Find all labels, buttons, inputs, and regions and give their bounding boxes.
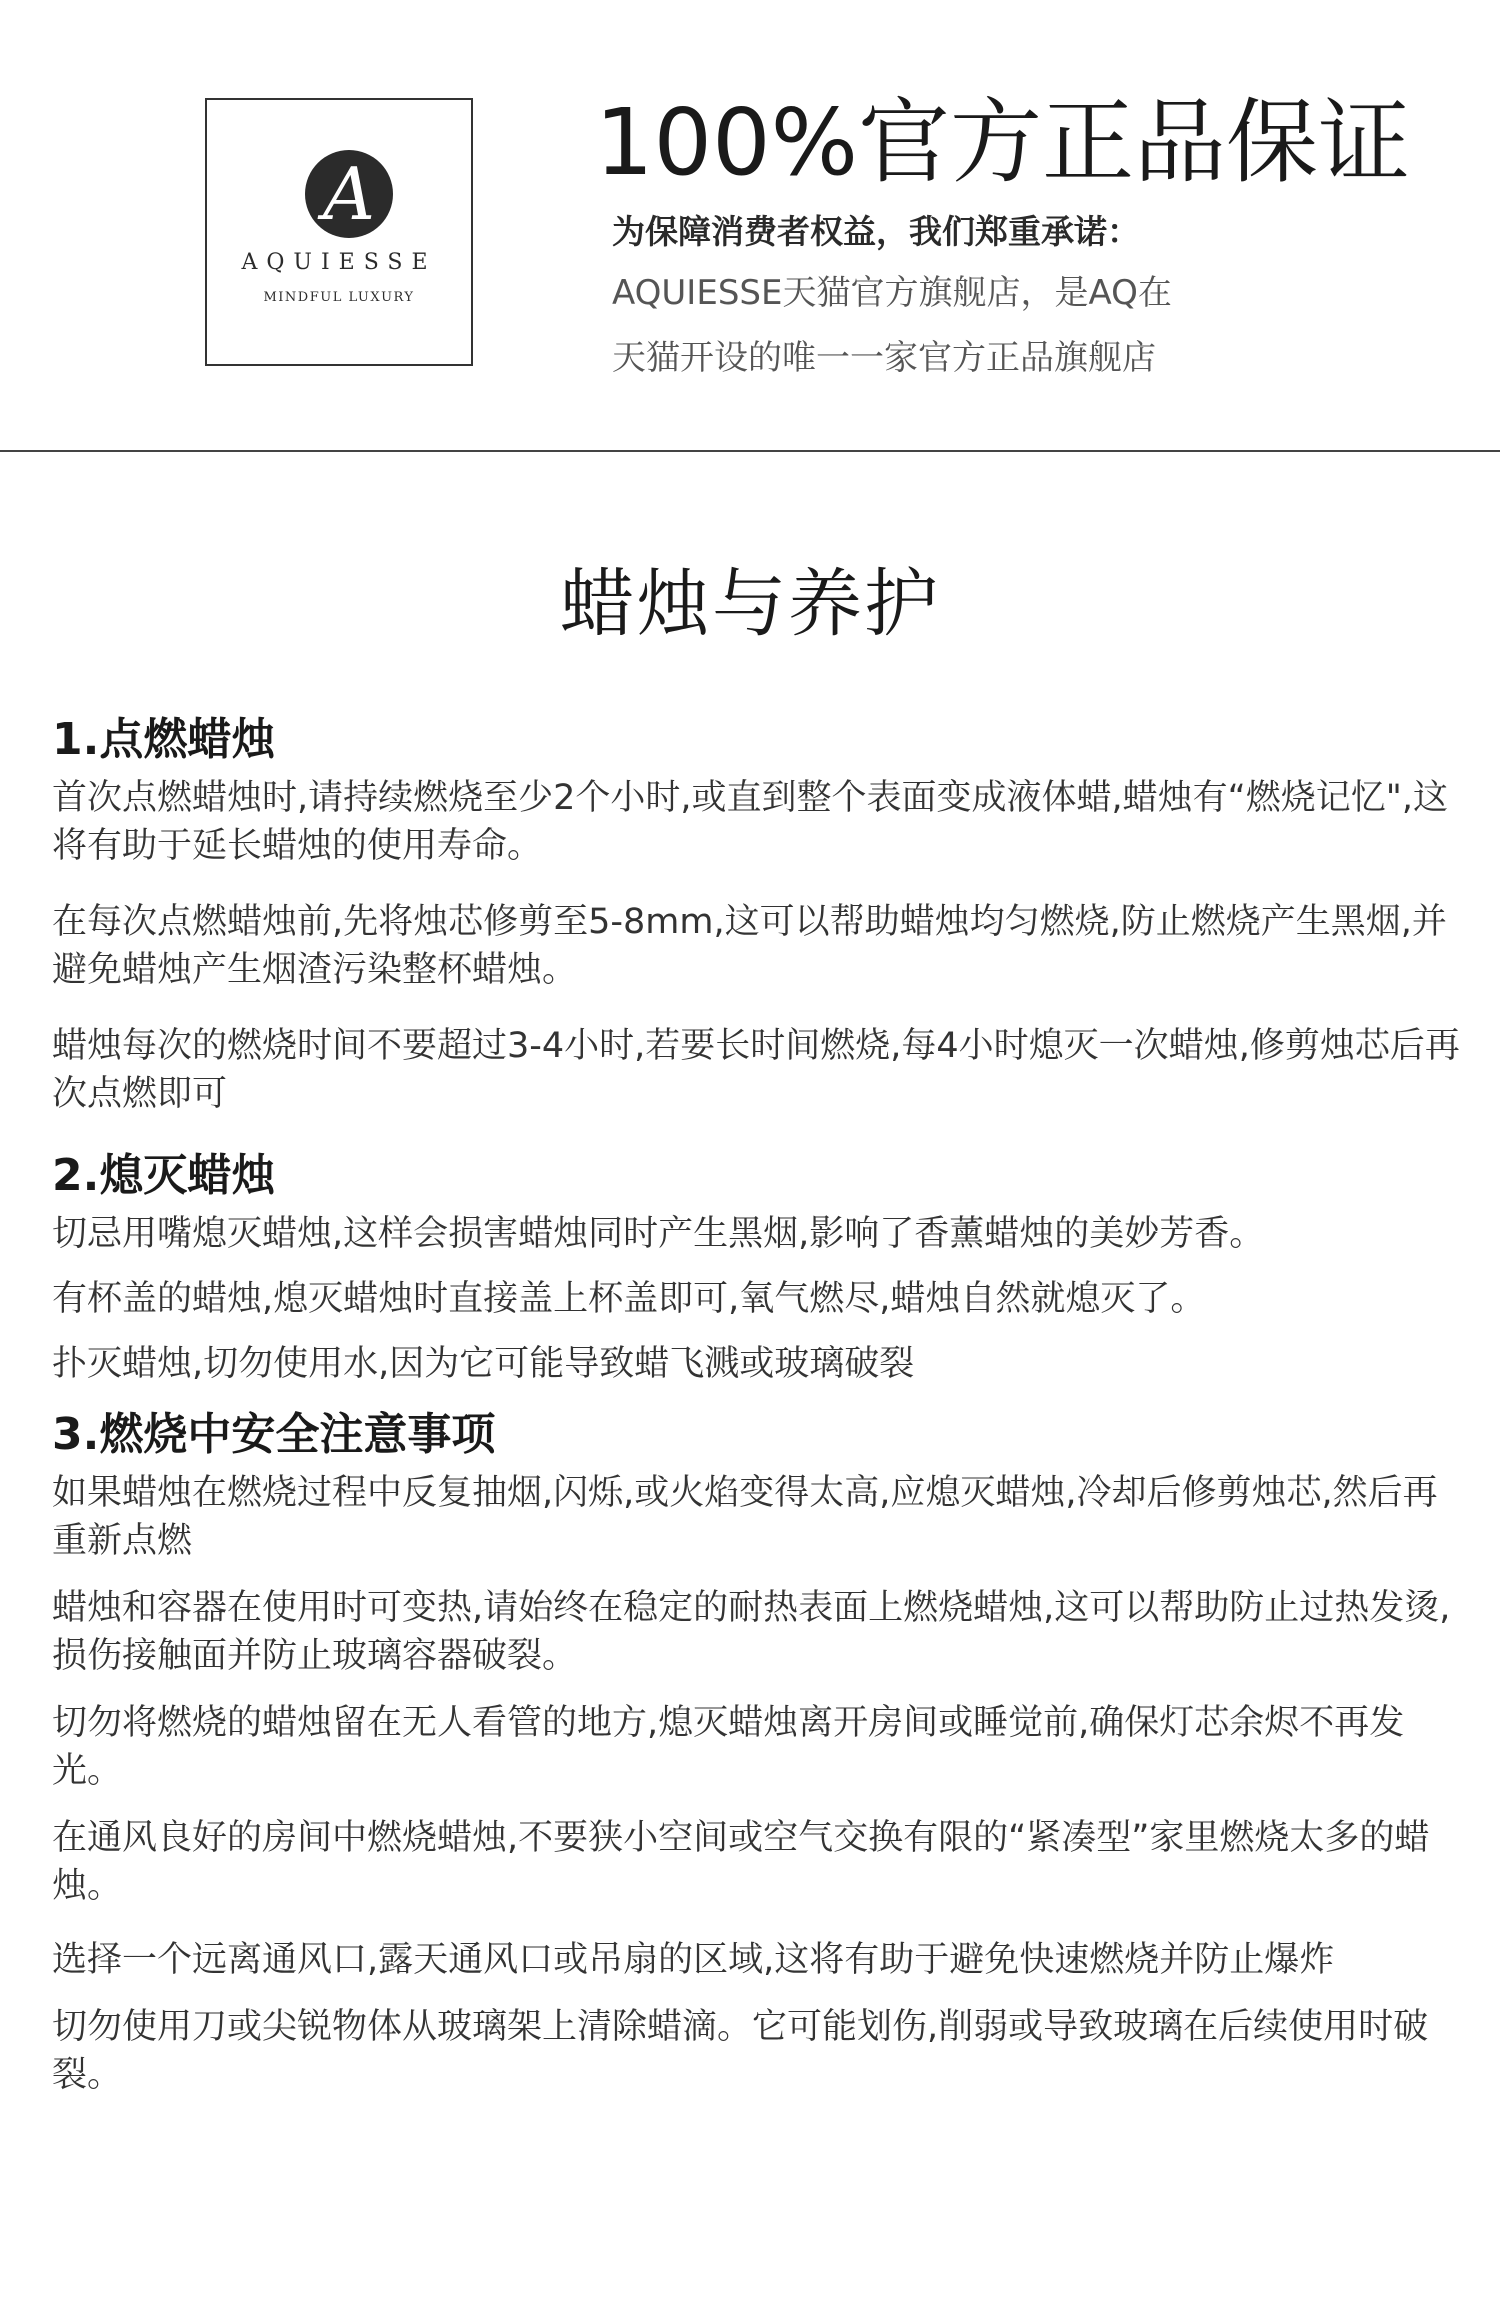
logo-brand-name: AQUIESSE: [241, 250, 437, 275]
section-heading: 1.点燃蜡烛: [52, 714, 276, 765]
paragraph: 有杯盖的蜡烛,熄灭蜡烛时直接盖上杯盖即可,氧气燃尽,蜡烛自然就熄灭了。: [52, 1279, 1206, 1319]
guarantee-header: [0, 0, 1500, 450]
paragraph: 切勿将燃烧的蜡烛留在无人看管的地方,熄灭蜡烛离开房间或睡觉前,确保灯芯余烬不再发光。: [52, 1703, 1405, 1791]
logo-emblem: A: [305, 150, 393, 238]
guarantee-line-2: 天猫开设的唯一一家官方正品旗舰店: [612, 338, 1156, 378]
section-extinguishing: [52, 1146, 1472, 1388]
paragraph: 扑灭蜡烛,切勿使用水,因为它可能导致蜡飞溅或玻璃破裂: [52, 1344, 915, 1384]
paragraph: 切勿使用刀或尖锐物体从玻璃架上清除蜡滴。它可能划伤,削弱或导致玻璃在后续使用时破裂。: [52, 2007, 1429, 2095]
guarantee-lead: 为保障消费者权益，我们郑重承诺：: [612, 212, 1140, 251]
section-lighting: [52, 710, 1472, 1118]
paragraph: 蜡烛每次的燃烧时间不要超过3-4小时,若要长时间燃烧,每4小时熄灭一次蜡烛,修剪烛芯后再次点燃即可: [52, 1026, 1460, 1114]
page-title: 蜡烛与养护: [560, 561, 940, 647]
logo-tagline: MINDFUL LUXURY: [263, 290, 415, 305]
paragraph: 选择一个远离通风口,露天通风口或吊扇的区域,这将有助于避免快速燃烧并防止爆炸: [52, 1940, 1335, 1980]
guarantee-line-1: AQUIESSE天猫官方旗舰店，是AQ在: [612, 273, 1172, 313]
brand-logo: [205, 98, 473, 366]
paragraph: 首次点燃蜡烛时,请持续燃烧至少2个小时,或直到整个表面变成液体蜡,蜡烛有“燃烧记忆",这将有助于延长蜡烛的使用寿命。: [52, 778, 1449, 866]
paragraph: 如果蜡烛在燃烧过程中反复抽烟,闪烁,或火焰变得太高,应熄灭蜡烛,冷却后修剪烛芯,然后再重新点燃: [52, 1473, 1438, 1561]
section-heading: 3.燃烧中安全注意事项: [52, 1409, 496, 1460]
paragraph: 在通风良好的房间中燃烧蜡烛,不要狭小空间或空气交换有限的“紧凑型”家里燃烧太多的蜡烛。: [52, 1818, 1430, 1906]
header-divider: [0, 450, 1500, 452]
section-safety: [52, 1405, 1472, 2099]
paragraph: 切忌用嘴熄灭蜡烛,这样会损害蜡烛同时产生黑烟,影响了香薰蜡烛的美妙芳香。: [52, 1214, 1265, 1254]
paragraph: 蜡烛和容器在使用时可变热,请始终在稳定的耐热表面上燃烧蜡烛,这可以帮助防止过热发烫,损伤接触面并防止玻璃容器破裂。: [52, 1588, 1451, 1676]
paragraph: 在每次点燃蜡烛前,先将烛芯修剪至5-8mm,这可以帮助蜡烛均匀燃烧,防止燃烧产生黑烟,并避免蜡烛产生烟渣污染整杯蜡烛。: [52, 902, 1447, 990]
guarantee-title: 100%官方正品保证: [595, 89, 1411, 196]
care-instructions: [52, 710, 1472, 2118]
section-heading: 2.熄灭蜡烛: [52, 1150, 276, 1201]
